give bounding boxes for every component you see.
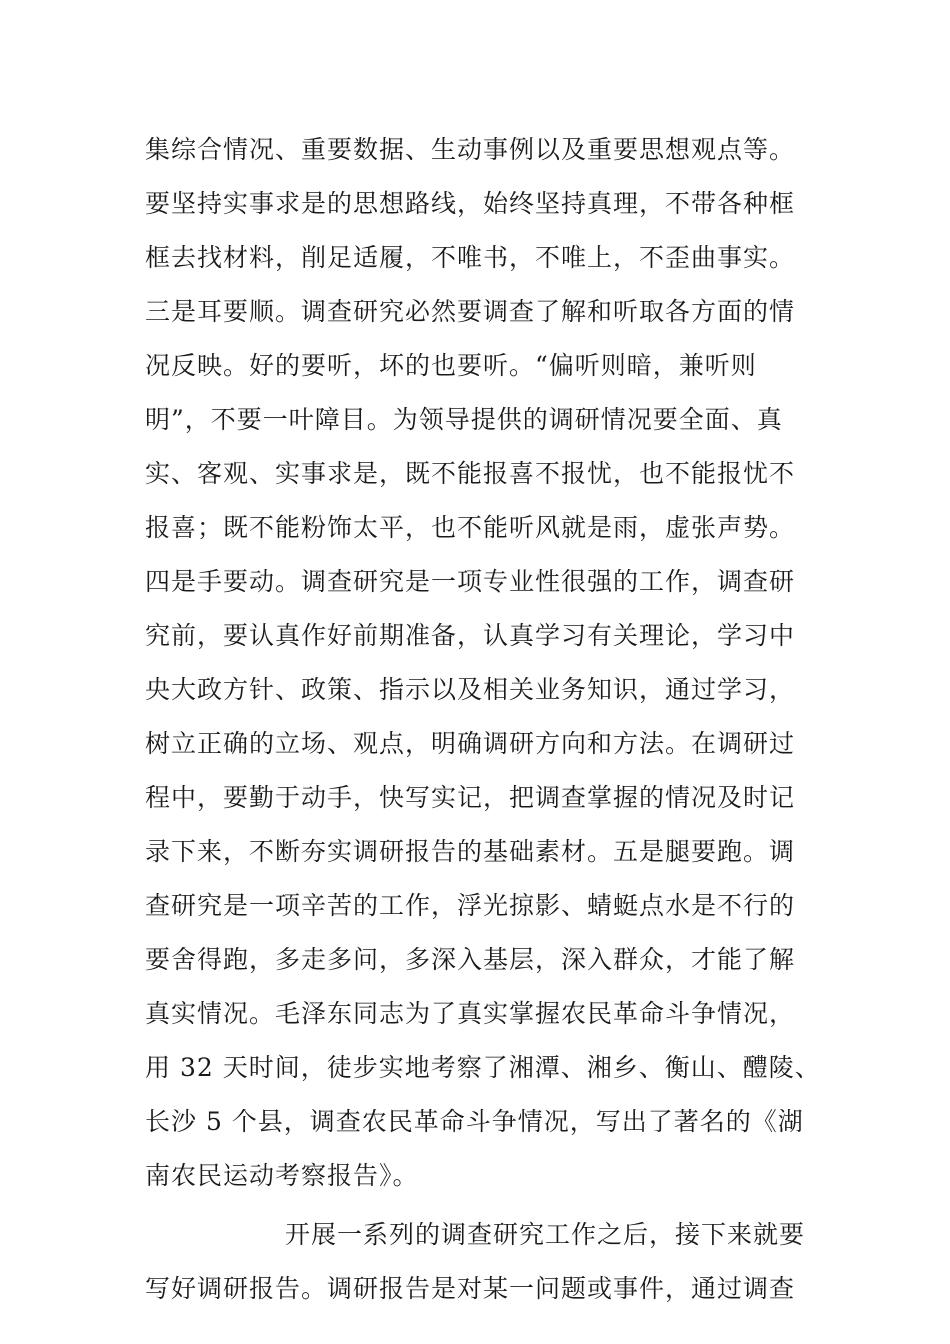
text-line: 究前，要认真作好前期准备，认真学习有关理论，学习中: [145, 621, 796, 650]
text-line: 要坚持实事求是的思想路线，始终坚持真理，不带各种框: [145, 189, 796, 218]
text-line: 四是手要动。调查研究是一项专业性很强的工作，调查研: [145, 567, 796, 596]
text-line: 明”，不要一叶障目。为领导提供的调研情况要全面、真: [145, 405, 783, 434]
text-line: 报喜；既不能粉饰太平，也不能听风就是雨，虚张声势。: [145, 513, 796, 542]
text-line: 真实情况。毛泽东同志为了真实掌握农民革命斗争情况，: [145, 999, 796, 1028]
text-line: 集综合情况、重要数据、生动事例以及重要思想观点等。: [145, 135, 796, 164]
text-line: 查研究是一项辛苦的工作，浮光掠影、蜻蜓点水是不行的: [145, 891, 796, 920]
text-line: 程中，要勤于动手，快写实记，把调查掌握的情况及时记: [145, 783, 796, 812]
text-line: 录下来，不断夯实调研报告的基础素材。五是腿要跑。调: [145, 837, 796, 866]
text-line: 树立正确的立场、观点，明确调研方向和方法。在调研过: [145, 729, 796, 758]
text-line: 况反映。好的要听，坏的也要听。“偏听则暗，兼听则: [145, 351, 757, 380]
text-line: 要舍得跑，多走多问，多深入基层，深入群众，才能了解: [145, 945, 796, 974]
text-line: 框去找材料，削足适履，不唯书，不唯上，不歪曲事实。: [145, 243, 796, 272]
text-line: 用 32 天时间，徒步实地考察了湘潭、湘乡、衡山、醴陵、: [145, 1053, 821, 1082]
text-line: 写好调研报告。调研报告是对某一问题或事件，通过调查: [145, 1274, 796, 1303]
text-line: 长沙 5 个县，调查农民革命斗争情况，写出了著名的《湖: [145, 1107, 804, 1136]
text-line: 三是耳要顺。调查研究必然要调查了解和听取各方面的情: [145, 297, 796, 326]
paragraph-start-line: 开展一系列的调查研究工作之后，接下来就要: [285, 1220, 806, 1249]
text-line: 央大政方针、政策、指示以及相关业务知识，通过学习，: [145, 675, 796, 704]
text-line: 实、客观、实事求是，既不能报喜不报忧，也不能报忧不: [145, 459, 796, 488]
text-line: 南农民运动考察报告》。: [145, 1161, 419, 1190]
